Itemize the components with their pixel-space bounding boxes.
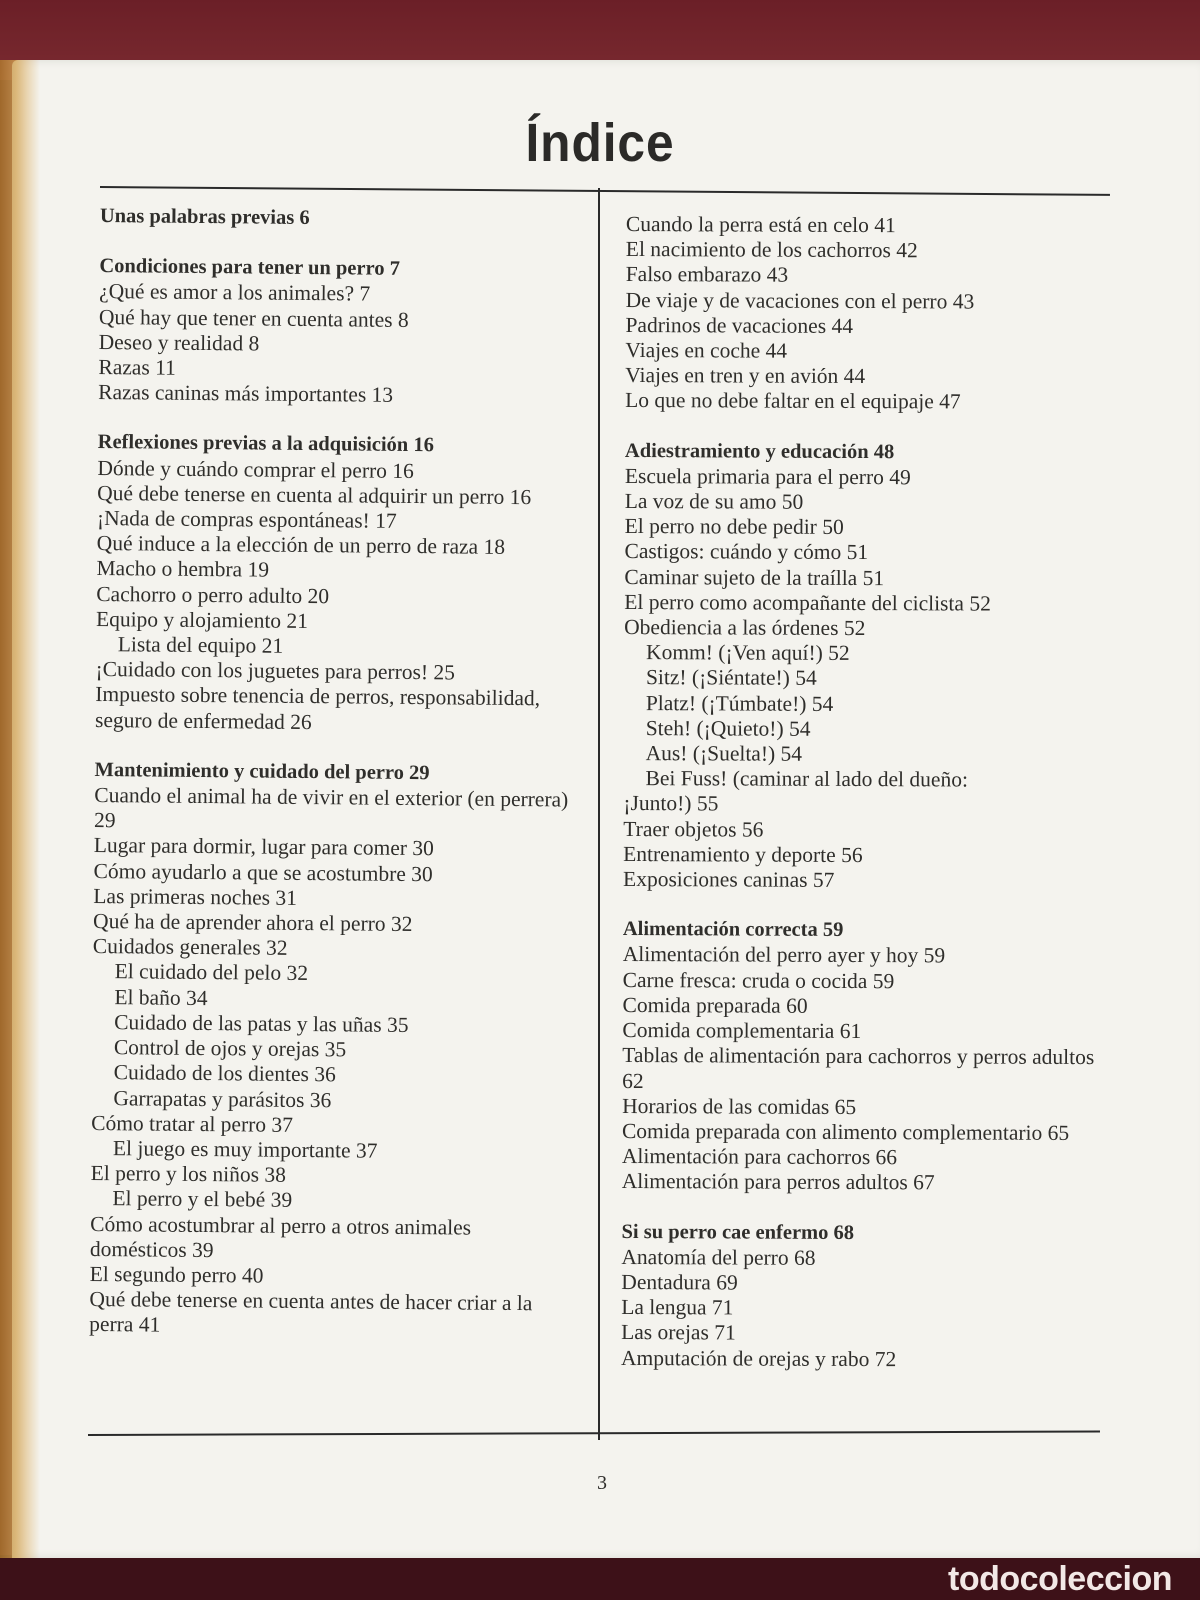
section-gap: [622, 1195, 1102, 1222]
toc-entry: ¿Qué es amor a los animales? 7: [99, 279, 371, 307]
toc-section-heading: Reflexiones previas a la adquisición 16: [97, 431, 435, 457]
toc-entry: Viajes en coche 44: [625, 338, 788, 363]
toc-entry: Qué ha de aprender ahora el perro 32: [93, 909, 413, 937]
book-spine-shadow: [0, 60, 40, 1558]
toc-section-heading: Mantenimiento y cuidado del perro 29: [94, 758, 430, 785]
toc-entry: El cuidado del pelo 32: [114, 959, 309, 986]
toc-entry: Traer objetos 56: [623, 816, 764, 842]
toc-entry: Cuando el animal ha de vivir en el exterior (en perrera) 29: [93, 783, 569, 833]
toc-section-heading: Adiestramiento y educación 48: [624, 439, 895, 463]
toc-entry: Escuela primaria para el perro 49: [624, 463, 911, 490]
toc-entry: Amputación de orejas y rabo 72: [620, 1345, 897, 1371]
toc-entry: Comida preparada con alimento complementario 65: [621, 1118, 1070, 1145]
toc-entry: Lugar para dormir, lugar para comer 30: [93, 833, 434, 861]
toc-entry: Anatomía del perro 68: [621, 1244, 816, 1270]
toc-entry: ¡Cuidado con los juguetes para perros! 25: [95, 657, 456, 685]
toc-entry: Cuidado de los dientes 36: [113, 1060, 336, 1087]
toc-entry: Tablas de alimentación para cachorros y perros adultos 62: [622, 1043, 1095, 1093]
toc-entry: ¡Junto!) 55: [623, 791, 719, 816]
toc-entry: Alimentación para cachorros 66: [621, 1144, 898, 1170]
toc-entry: El perro no debe pedir 50: [624, 514, 844, 540]
toc-entry: Dentadura 69: [621, 1269, 738, 1295]
toc-left-column: [89, 204, 580, 1342]
toc-section-heading: Si su perro cae enfermo 68: [621, 1220, 855, 1244]
toc-entry: Platz! (¡Túmbate!) 54: [645, 690, 834, 716]
toc-entry: El baño 34: [114, 984, 208, 1010]
toc-entry: Padrinos de vacaciones 44: [625, 312, 854, 338]
toc-entry: De viaje y de vacaciones con el perro 43: [625, 287, 975, 314]
toc-entry: El segundo perro 40: [89, 1261, 264, 1288]
toc-entry: Control de ojos y orejas 35: [113, 1035, 347, 1062]
toc-entry: Komm! (¡Ven aquí!) 52: [646, 640, 850, 666]
toc-entry: Castigos: cuándo y cómo 51: [624, 539, 869, 565]
toc-section-heading: Condiciones para tener un perro 7: [99, 255, 400, 281]
toc-entry: Alimentación del perro ayer y hoy 59: [622, 942, 946, 968]
toc-entry: Caminar sujeto de la traílla 51: [624, 564, 885, 590]
toc-right-column: [621, 212, 1106, 1373]
toc-entry: Cachorro o perro adulto 20: [96, 581, 330, 608]
toc-entry: Viajes en tren y en avión 44: [625, 363, 866, 389]
toc-entry: Impuesto sobre tenencia de perros, responsabilidad, seguro de enfermedad 26: [94, 682, 541, 734]
toc-entry: La voz de su amo 50: [624, 489, 804, 514]
toc-entry: Las primeras noches 31: [93, 883, 298, 910]
section-gap: [625, 414, 1105, 441]
toc-entry: Cuando la perra está en celo 41: [625, 212, 896, 238]
toc-entry: Equipo y alojamiento 21: [95, 606, 309, 633]
toc-entry: Qué hay que tener en cuenta antes 8: [98, 304, 409, 332]
toc-entry: El perro y los niños 38: [90, 1161, 287, 1187]
toc-entry: Qué debe tenerse en cuenta al adquirir un perro 16: [97, 480, 532, 509]
toc-entry: Comida preparada 60: [622, 992, 808, 1018]
toc-entry: Razas 11: [98, 355, 176, 380]
toc-entry: El juego es muy importante 37: [112, 1136, 378, 1163]
toc-entry: Razas caninas más importantes 13: [98, 380, 394, 408]
toc-entry: El nacimiento de los cachorros 42: [625, 237, 918, 263]
toc-entry: Qué debe tenerse en cuenta antes de hacer criar a la perra 41: [89, 1287, 533, 1337]
toc-entry: Dónde y cuándo comprar el perro 16: [97, 455, 414, 483]
toc-entry: La lengua 71: [621, 1295, 734, 1320]
toc-entry: Cómo acostumbrar al perro a otros animales domésticos 39: [89, 1211, 472, 1262]
toc-entry: Falso embarazo 43: [625, 262, 789, 288]
toc-entry: El perro y el bebé 39: [112, 1186, 293, 1213]
toc-entry: Horarios de las comidas 65: [622, 1093, 857, 1119]
toc-entry: Alimentación para perros adultos 67: [621, 1169, 935, 1195]
toc-entry: Sitz! (¡Siéntate!) 54: [645, 665, 817, 691]
toc-entry: Obediencia a las órdenes 52: [624, 615, 866, 641]
toc-entry: Cómo ayudarlo a que se acostumbre 30: [93, 858, 433, 886]
toc-entry: Carne fresca: cruda o cocida 59: [622, 967, 895, 993]
toc-entry: Steh! (¡Quieto!) 54: [645, 715, 811, 741]
toc-entry: Las orejas 71: [621, 1320, 736, 1345]
column-divider: [598, 188, 600, 1440]
page-number: 3: [597, 1472, 607, 1494]
toc-entry: Cuidado de las patas y las uñas 35: [114, 1010, 409, 1037]
toc-entry: El perro como acompañante del ciclista 52: [624, 589, 991, 616]
watermark-logo: todocoleccion: [948, 1560, 1172, 1598]
toc-entry: Aus! (¡Suelta!) 54: [645, 741, 803, 766]
toc-entry: Macho o hembra 19: [96, 556, 270, 583]
page-title: Índice: [525, 113, 675, 173]
toc-entry: Cuidados generales 32: [92, 934, 288, 961]
toc-entry: Exposiciones caninas 57: [623, 867, 835, 892]
toc-entry: Comida complementaria 61: [622, 1018, 862, 1044]
toc-entry: Lista del equipo 21: [117, 632, 284, 658]
toc-entry: Entrenamiento y deporte 56: [623, 841, 863, 867]
toc-entry: Qué induce a la elección de un perro de raza 18: [96, 531, 506, 560]
toc-entry: Garrapatas y parásitos 36: [113, 1085, 332, 1112]
toc-entry: Bei Fuss! (caminar al lado del dueño:: [645, 766, 969, 792]
toc-entry: ¡Nada de compras espontáneas! 17: [96, 506, 397, 533]
toc-entry: Lo que no debe faltar en el equipaje 47: [625, 388, 961, 414]
toc-section-heading: Unas palabras previas 6: [99, 204, 310, 230]
toc-section-heading: Alimentación correcta 59: [622, 918, 844, 942]
section-gap: [623, 892, 1103, 919]
toc-entry: Deseo y realidad 8: [98, 329, 260, 356]
toc-entry: Cómo tratar al perro 37: [91, 1110, 294, 1137]
